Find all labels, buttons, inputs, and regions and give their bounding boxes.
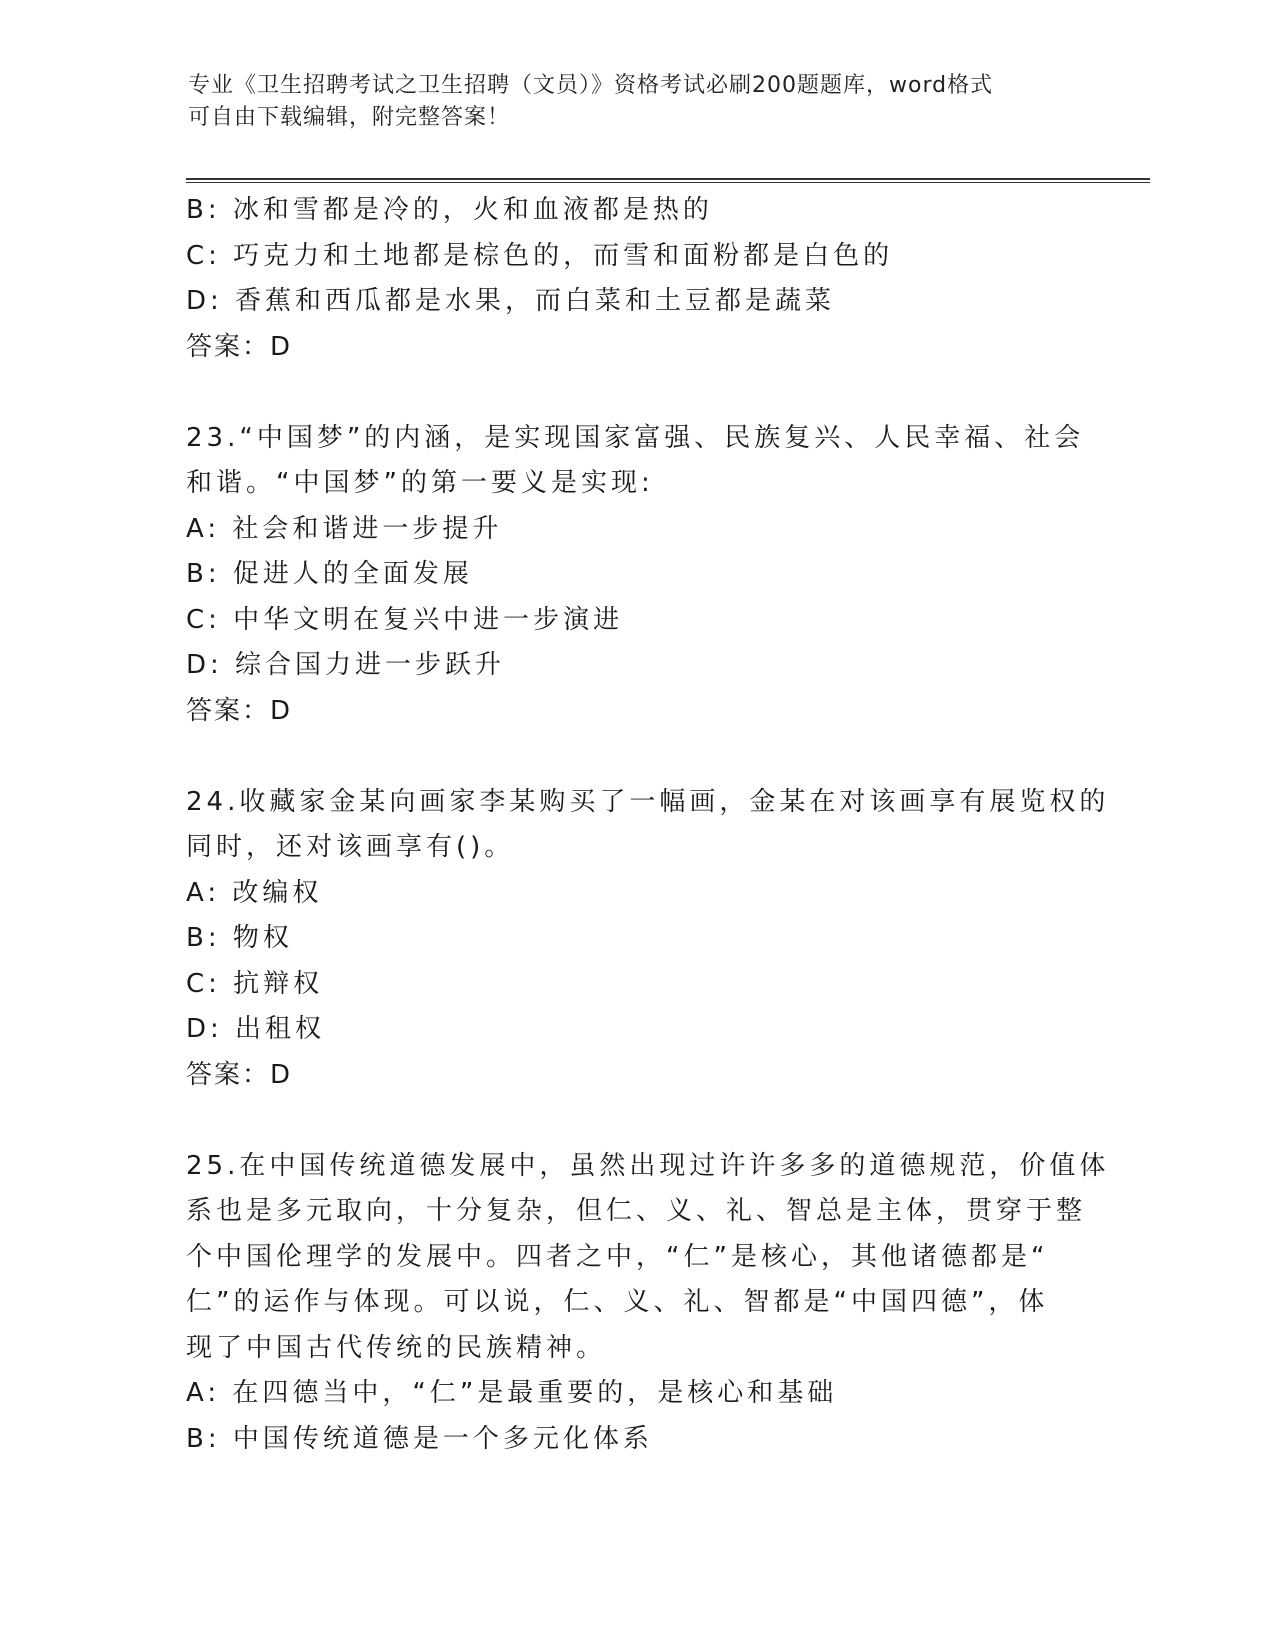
option-a: A: 在四德当中，“仁”是最重要的，是核心和基础: [186, 1378, 838, 1408]
option-d: D: 出租权: [186, 1014, 326, 1044]
spacer: [186, 734, 1086, 780]
document-header: [188, 70, 1068, 134]
spacer: [186, 370, 1086, 416]
question-23: [186, 416, 1086, 735]
question-content: [186, 188, 1110, 1462]
option-d: D: 综合国力进一步跃升: [186, 650, 506, 680]
question-stem-line: 仁”的运作与体现。可以说，仁、义、礼、智都是“中国四德”，体: [186, 1287, 1049, 1317]
option-b: B: 冰和雪都是冷的，火和血液都是热的: [186, 195, 713, 225]
answer-line: 答案：D: [186, 695, 293, 726]
question-24: [186, 780, 1110, 1099]
question-stem-line: 同时，还对该画享有()。: [186, 832, 515, 862]
option-b: B: 中国传统道德是一个多元化体系: [186, 1423, 653, 1454]
option-c: C: 巧克力和土地都是棕色的，而雪和面粉都是白色的: [186, 240, 894, 271]
header-line-2: 可自由下载编辑，附完整答案！: [188, 105, 511, 130]
question-stem-line: 23.“中国梦”的内涵，是实现国家富强、民族复兴、人民幸福、社会: [186, 422, 1085, 453]
option-b: B: 物权: [186, 923, 293, 953]
option-b: B: 促进人的全面发展: [186, 559, 473, 589]
option-a: A: 社会和谐进一步提升: [186, 513, 503, 544]
question-stem-line: 系也是多元取向，十分复杂，但仁、义、礼、智总是主体，贯穿于整: [186, 1196, 1087, 1226]
option-d: D: 香蕉和西瓜都是水果，而白菜和土豆都是蔬菜: [186, 286, 836, 316]
option-a: A: 改编权: [186, 877, 323, 908]
header-divider: [186, 178, 1150, 183]
question-stem-line: 个中国伦理学的发展中。四者之中，“仁”是核心，其他诸德都是“: [186, 1241, 1049, 1272]
spacer: [186, 1098, 1086, 1144]
answer-line: 答案：D: [186, 1059, 293, 1090]
header-line-1: 专业《卫生招聘考试之卫生招聘（文员）》资格考试必刷200题题库，word格式: [188, 73, 994, 98]
question-stem-line: 25.在中国传统道德发展中，虽然出现过许许多多的道德规范，价值体: [186, 1150, 1110, 1181]
question-22: [186, 188, 1086, 370]
question-stem-line: 和谐。“中国梦”的第一要义是实现:: [186, 468, 654, 498]
option-c: C: 抗辩权: [186, 968, 324, 999]
question-stem-line: 24.收藏家金某向画家李某购买了一幅画，金某在对该画享有展览权的: [186, 786, 1110, 817]
question-stem-line: 现了中国古代传统的民族精神。: [186, 1332, 607, 1363]
answer-line: 答案：D: [186, 331, 293, 362]
option-c: C: 中华文明在复兴中进一步演进: [186, 604, 624, 635]
question-25: [186, 1144, 1110, 1463]
